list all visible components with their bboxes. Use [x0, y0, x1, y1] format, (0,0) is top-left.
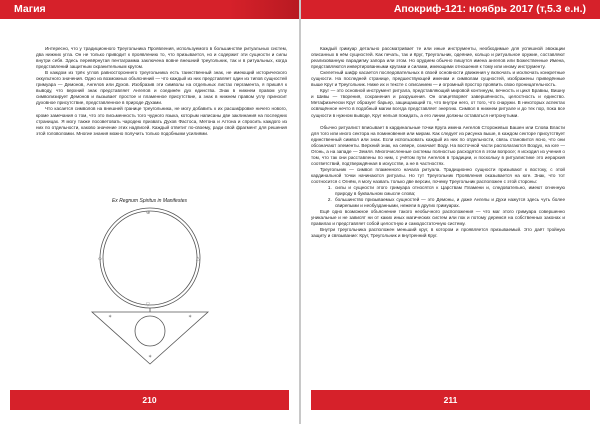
magic-circle-outer — [100, 208, 200, 308]
right-paragraph: Внутри треугольника расположен меньший круг, в котором и проявляется призываемый. Это даёт тройную защиту и связывание: Круг, Треугольник и внутренний Круг. — [311, 227, 565, 239]
right-page — [301, 0, 600, 424]
south-sigil-icon: ▽ — [146, 302, 150, 308]
inner-triangle-circle — [135, 316, 165, 346]
right-header: Апокриф-121: ноябрь 2017 (т,5.3 е.н.) — [301, 0, 600, 19]
left-footer: 210 — [10, 390, 289, 410]
right-paragraph: Круг — это основной инструмент ритуала, представляющий мировой континуум, вечность и цикл Бравиы, Вишну и Шивы — творения, сохранения и разрушения. Он олицетворяет завершённость, целостность и единство. Метафизически Круг образует барьер, защищающий то, что внутри него, от того, что снаружи. В некоторых аспектах освящённое нечто в подобный магии всегда представляет энергию. Символ в нижнем ритуале и до тех пор, пока все сущности в нужном выводе, Круг нельзя покидать, а его линии должны оставаться нетронутыми. — [311, 88, 565, 118]
left-paragraph: В каждом из трёх углов равностороннего треугольника есть таинственный знак, не имеющий исторического оккультного значения. Одно из возможных объяснений — что каждый из них представляет один из типов сущностей гримуара — Демонов, Ангелов или Духов. Изобразив эти символы на отдельных листах пергамента, я пришёл к выводу, что верхний знак представляет Ангелов и соединён дух единства. Знак в нижнем правом углу символизирует Демонов и вызывает простое и пламенное присутствие, а знак в нижнем правом углу приносит духовное присутствие, представленное в природе Духами. — [36, 70, 287, 106]
left-paragraph: Интересно, что у традиционного Треугольника Проявления, используемого в большинстве ритуальных систем, два нижних угла. Он не только приводит к проявлению то, что призывается, но и содержит эти сущности и силы внутри себя. Здесь перевёрнутая пентаграмма заключена вовне внешний треугольник, так и в ритуальных, когда представлений защитным охранительным кругом. — [36, 46, 287, 70]
list-item: 2. большинство призываемых сущностей — это Демоны, и даже Ангелы и Духи нажутся здесь чуть более свирепыми и необузданными, нежели в других гримуарах. — [333, 197, 565, 209]
left-body — [36, 46, 287, 137]
list-item: 1. силы и сущности этого гримуара относятся к Царствам Пламени и, следовательно, имеют огненную природу в буквальном смысле слова; — [333, 185, 565, 197]
right-paragraph: Треугольник — символ пламенного начала ритуала. Традиционно сущности призывают к востоку, с этой кардинальной точки начинаются ритуалы. Но тут Треугольник Проявления оказывается на юге. Знак, что тот соотносится с Огнём, я могу назвать только две версии, почему Треугольник расположен с этой стороны: — [311, 166, 565, 185]
right-footer: 211 — [311, 390, 590, 410]
left-page — [0, 0, 299, 424]
left-header: Магия — [0, 0, 299, 19]
right-body — [311, 46, 565, 240]
left-paragraph: Что касается символов на внешней границе треугольника, не могу добавить к их расшифровке ничего нового, кроме замечания о том, что это письменность того чудного языка, которым написаны две заклинания на последних страницах. Я могу также посоветовать чародею призвать Духов Фастоса, Метона и Агтона и спросить каждого из них по отдельности, каково значение этих надписей. Каждый ответит по-своему, ради свой фрагмент для решения этой головоломки. Многие знания можно получить только подобными усилиями. — [36, 106, 287, 136]
figure-caption: Ex Regnum Spiritus in Manifestes — [111, 198, 188, 204]
magic-circle-inner — [103, 211, 197, 305]
east-sigil-icon: △ — [196, 256, 200, 262]
triangle-sigil-left-icon: ✶ — [108, 314, 113, 320]
right-paragraph: Каждый гримуар детально рассматривает те или иные инструменты, необходимые для успешной эвокации описанных в нём сущностей. Как печать, так и Круг, Треугольник, одеяние, кольцо и ритуальное оружие, составляют реализованную парадигму запора или этом. Но орудием обычно пишутся имена ангелов или Божественные Имена, представляются инвертированными кругами и силами, имеющими отношения к тому или иному инструменту. — [311, 46, 565, 70]
circle-triangle-diagram — [40, 204, 260, 366]
triangle-sigil-right-icon: ✶ — [188, 314, 193, 320]
reasons-list — [311, 185, 565, 209]
right-paragraph: Обычно ритуалист вписывает в кардинальные точки Круга имена Ангелов Сторожевых Башен или Слова Власти для того или иного сектора на поминовения или мирам. Как следует из рисунка выше, в каждом секторе присутствует единственный символ или знак. Если использовать каждый из них по отдельности, связь становится ясно, что они обозначают элементы. Верхний знак, на севере, означает Воду. На восточной части располагаются Воздух, на юге — Огонь, а на западе — Земля. Многочисленные системы полностью расходятся в этом вопросе; я исходил из учения о том, что так они расставлены по ним, с учётом пути Ангелов в традиции, и поскольку в ритуалистике это иерархия соответствий, подтверждённая в искусстве, а не в частностях. — [311, 124, 565, 166]
right-paragraph: Ещё одно возможное объяснение такого необычного расположения — что маг этого гримуара совершенно уникальные и не зависят ни от каких иных магических систем или пок и потому деремся на собственных законах и правилах и представляет собой целостную и самодостаточную систему. — [311, 209, 565, 227]
section-separator: * — [436, 118, 440, 125]
west-sigil-icon: ◇ — [98, 256, 102, 262]
right-paragraph: Скелетный шифр касается последовательных в своей основности движения у включать и исключать конкретные сущности. На последней странице, предшествующей именам и символам сущностей, изображены приведённые выше Круг и Треугольник. Ниже их и тексте с описанием — и огромный простор проявить свою проницательность. — [311, 70, 565, 88]
triangle-sigil-bottom-icon: ✶ — [148, 354, 153, 360]
north-sigil-icon: ⊕ — [146, 210, 151, 216]
